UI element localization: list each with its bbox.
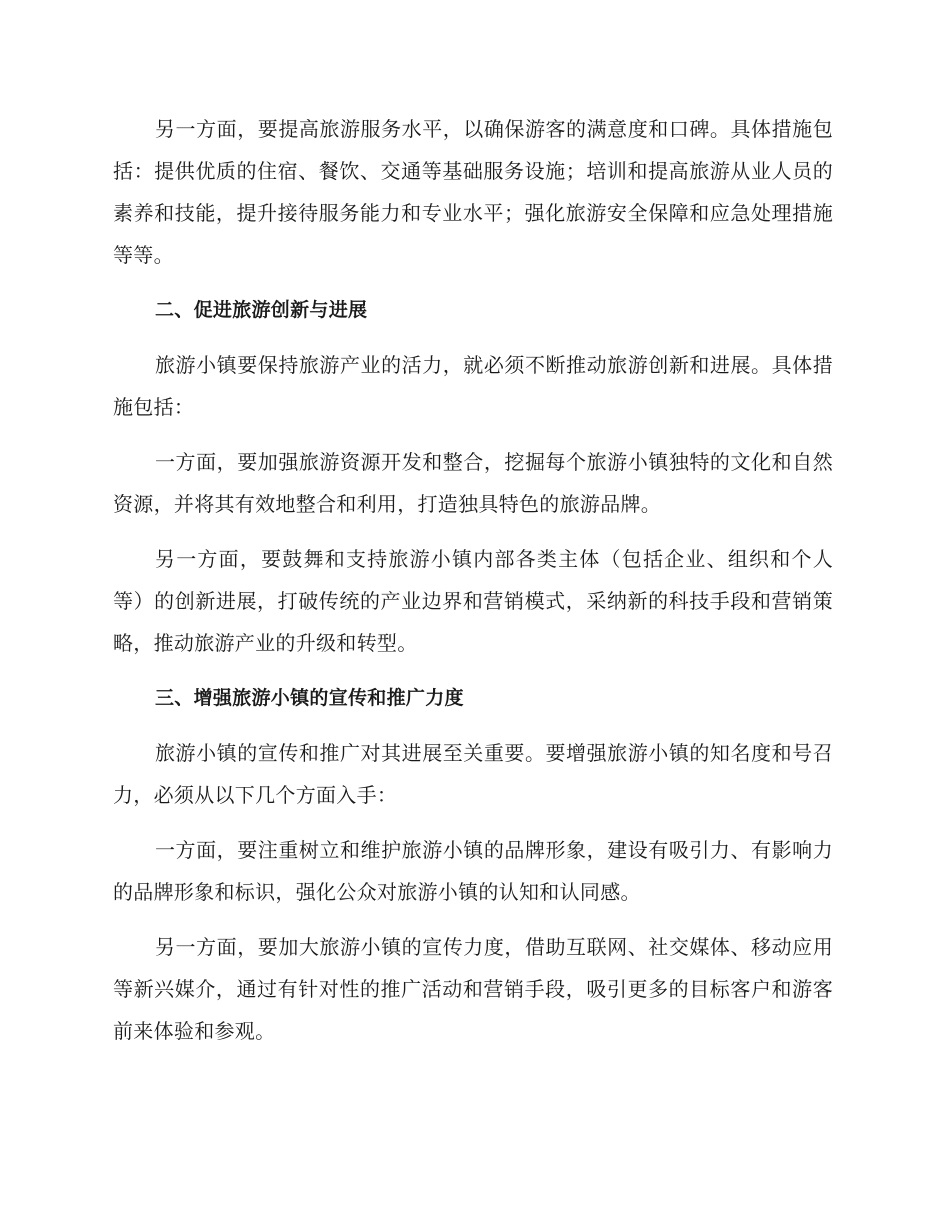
paragraph-media-promotion: 另一方面，要加大旅游小镇的宣传力度，借助互联网、社交媒体、移动应用等新兴媒介，通过有针对性的推广活动和营销手段，吸引更多的目标客户和游客前来体验和参观。 bbox=[113, 935, 833, 1043]
paragraph-service-level: 另一方面，要提高旅游服务水平，以确保游客的满意度和口碑。具体措施包括：提供优质的住宿、餐饮、交通等基础服务设施；培训和提高旅游从业人员的素养和技能，提升接待服务能力和专业水平；强化旅游安全保障和应急处理措施等等。 bbox=[113, 117, 833, 267]
paragraph-resource-integration: 一方面，要加强旅游资源开发和整合，挖掘每个旅游小镇独特的文化和自然资源，并将其有效地整合和利用，打造独具特色的旅游品牌。 bbox=[113, 450, 833, 516]
paragraph-innovation-support: 另一方面，要鼓舞和支持旅游小镇内部各类主体（包括企业、组织和个人等）的创新进展，打破传统的产业边界和营销模式，采纳新的科技手段和营销策略，推动旅游产业的升级和转型。 bbox=[113, 547, 833, 655]
paragraph-promotion-intro: 旅游小镇的宣传和推广对其进展至关重要。要增强旅游小镇的知名度和号召力，必须从以下几个方面入手： bbox=[113, 741, 833, 807]
section-heading-innovation: 二、促进旅游创新与进展 bbox=[155, 299, 368, 321]
paragraph-brand-image: 一方面，要注重树立和维护旅游小镇的品牌形象，建设有吸引力、有影响力的品牌形象和标识，强化公众对旅游小镇的认知和认同感。 bbox=[113, 838, 833, 904]
section-heading-promotion: 三、增强旅游小镇的宣传和推广力度 bbox=[155, 687, 464, 709]
paragraph-innovation-intro: 旅游小镇要保持旅游产业的活力，就必须不断推动旅游创新和进展。具体措施包括： bbox=[113, 353, 833, 419]
document-page bbox=[113, 108, 833, 1065]
